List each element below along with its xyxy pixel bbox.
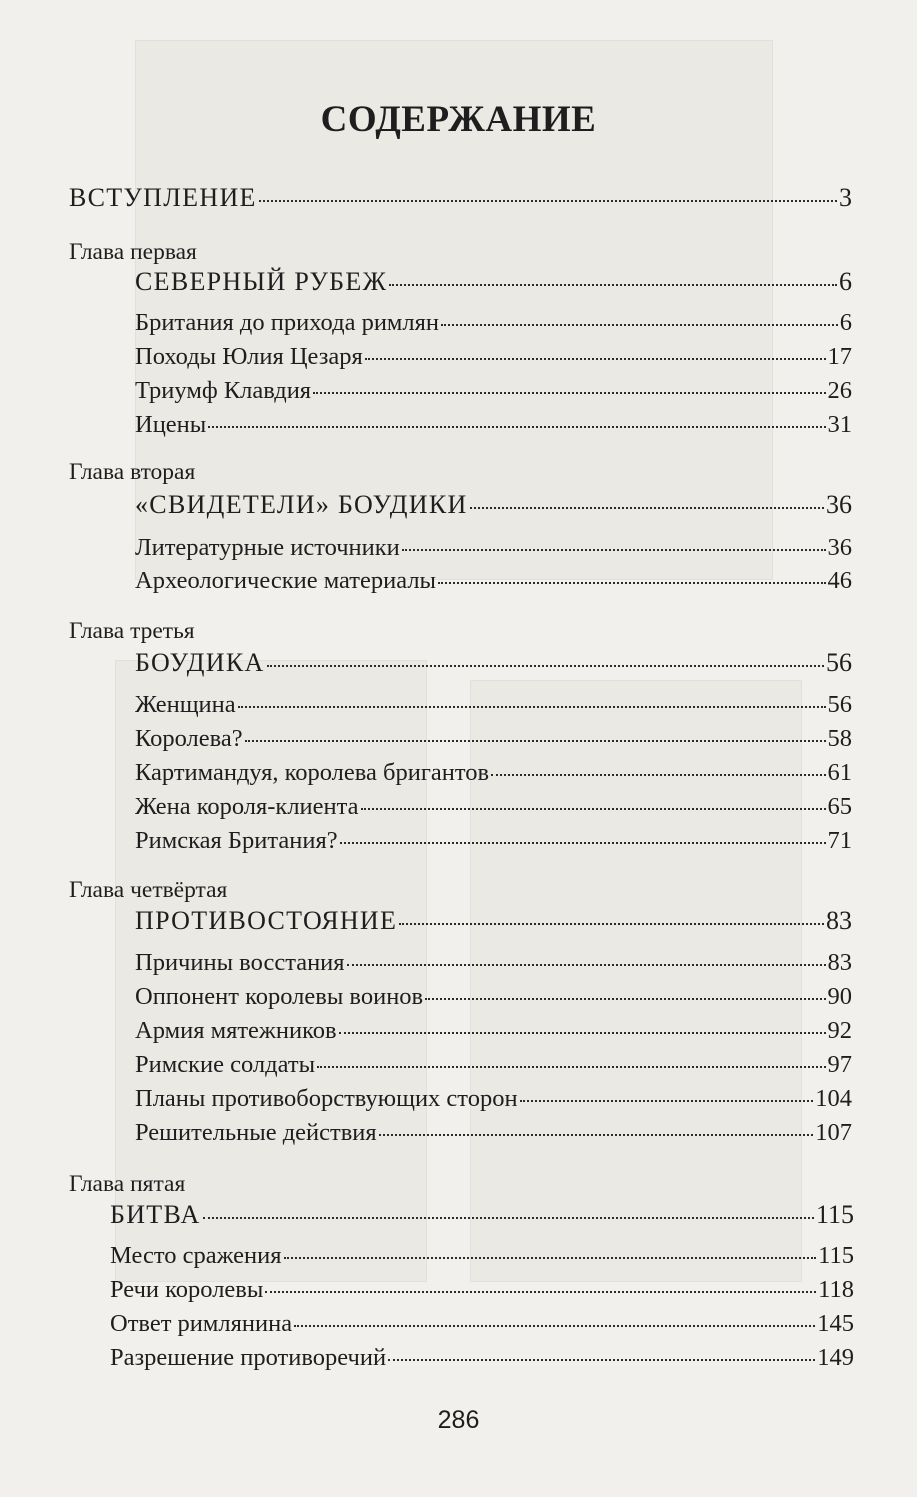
toc-entry-section[interactable] [135, 982, 852, 1012]
toc-entry-label: Речи королевы [110, 1276, 264, 1303]
dot-leader [317, 1066, 825, 1068]
toc-entry-page: 149 [817, 1344, 854, 1371]
toc-entry-label: «СВИДЕТЕЛИ» БОУДИКИ [135, 490, 468, 519]
dot-leader [339, 1032, 826, 1034]
toc-entry-section[interactable] [135, 376, 852, 406]
chapter-heading: Глава третья [69, 618, 195, 644]
toc-entry-label: БОУДИКА [135, 648, 265, 677]
toc-entry-chapter-title[interactable] [135, 490, 852, 520]
toc-entry-page: 115 [818, 1242, 854, 1269]
page-number: 286 [437, 1406, 480, 1434]
dot-leader [379, 1134, 814, 1136]
toc-entry-page: 56 [827, 691, 852, 718]
toc-entry-section[interactable] [135, 948, 852, 978]
dot-leader [313, 392, 825, 394]
dot-leader [365, 358, 826, 360]
toc-entry-label: Женщина [135, 691, 236, 718]
toc-entry-section[interactable] [135, 410, 852, 440]
toc-entry-chapter-title[interactable] [110, 1200, 854, 1230]
toc-entry-section[interactable] [135, 690, 852, 720]
toc-entry-page: 65 [827, 793, 852, 820]
toc-entry-section[interactable] [135, 1118, 852, 1148]
toc-entry-label: Королева? [135, 725, 243, 752]
toc-entry-page: 6 [839, 267, 852, 296]
dot-leader [361, 808, 826, 810]
toc-entry-label: Британия до прихода римлян [135, 309, 440, 336]
dot-leader [491, 774, 825, 776]
toc-entry-chapter-title[interactable] [135, 648, 852, 678]
toc-entry-page: 83 [826, 906, 852, 935]
toc-entry-page: 118 [818, 1276, 854, 1303]
toc-entry-page: 90 [827, 983, 852, 1010]
toc-entry-page: 36 [827, 534, 852, 561]
dot-leader [265, 1291, 816, 1293]
toc-entry-page: 71 [827, 827, 852, 854]
dot-leader [238, 706, 826, 708]
dot-leader [208, 426, 825, 428]
dot-leader [470, 507, 824, 509]
dot-leader [389, 284, 837, 286]
dot-leader [294, 1325, 815, 1327]
toc-entry-page: 61 [827, 759, 852, 786]
toc-entry-page: 58 [827, 725, 852, 752]
dot-leader [425, 998, 825, 1000]
toc-entry-section[interactable] [135, 758, 852, 788]
toc-entry-section[interactable] [135, 1050, 852, 1080]
dot-leader [520, 1100, 814, 1102]
toc-entry-label: Триумф Клавдия [135, 377, 312, 404]
toc-entry-label: Археологические материалы [135, 567, 437, 594]
toc-entry-chapter-title[interactable] [135, 906, 852, 936]
toc-entry-page: 145 [817, 1310, 854, 1337]
toc-entry-label: ПРОТИВОСТОЯНИЕ [135, 906, 398, 935]
dot-leader [245, 740, 826, 742]
toc-entry-page: 107 [815, 1119, 852, 1146]
toc-entry-label: Ответ римлянина [110, 1310, 293, 1337]
chapter-heading: Глава пятая [69, 1171, 186, 1197]
chapter-heading: Глава четвёртая [69, 877, 228, 903]
toc-entry-label: Походы Юлия Цезаря [135, 343, 363, 370]
toc-entry-section[interactable] [110, 1275, 854, 1305]
toc-entry-intro[interactable] [69, 183, 852, 213]
toc-entry-section[interactable] [135, 826, 852, 856]
toc-entry-page: 6 [839, 309, 852, 336]
toc-entry-page: 31 [827, 411, 852, 438]
toc-entry-label: Римские солдаты [135, 1051, 316, 1078]
toc-entry-label: Планы противоборствующих сторон [135, 1085, 518, 1112]
toc-entry-section[interactable] [135, 533, 852, 563]
toc-entry-section[interactable] [110, 1343, 854, 1373]
toc-entry-label: Оппонент королевы воинов [135, 983, 424, 1010]
toc-entry-page: 104 [815, 1085, 852, 1112]
toc-entry-label: БИТВА [110, 1200, 201, 1229]
dot-leader [441, 324, 838, 326]
toc-entry-label: ВСТУПЛЕНИЕ [69, 183, 257, 212]
dot-leader [267, 665, 824, 667]
toc-entry-label: Причины восстания [135, 949, 345, 976]
toc-entry-section[interactable] [110, 1309, 854, 1339]
toc-entry-page: 26 [827, 377, 852, 404]
toc-entry-label: Решительные действия [135, 1119, 377, 1146]
dot-leader [284, 1257, 817, 1259]
toc-entry-page: 83 [827, 949, 852, 976]
toc-entry-label: Римская Британия? [135, 827, 338, 854]
toc-entry-page: 46 [827, 567, 852, 594]
toc-entry-page: 17 [827, 343, 852, 370]
toc-entry-label: Разрешение противоречий [110, 1344, 387, 1371]
toc-entry-label: Место сражения [110, 1242, 282, 1269]
toc-entry-label: Жена короля-клиента [135, 793, 359, 820]
toc-entry-label: Картимандуя, королева бригантов [135, 759, 490, 786]
toc-entry-page: 36 [826, 490, 852, 519]
chapter-heading: Глава вторая [69, 459, 196, 485]
toc-entry-section[interactable] [135, 724, 852, 754]
toc-entry-label: Литературные источники [135, 534, 400, 561]
dot-leader [347, 964, 826, 966]
toc-entry-page: 3 [839, 183, 852, 212]
page-title: СОДЕРЖАНИЕ [320, 99, 597, 140]
toc-entry-page: 92 [827, 1017, 852, 1044]
dot-leader [402, 549, 826, 551]
toc-entry-section[interactable] [135, 342, 852, 372]
toc-entry-page: 115 [815, 1200, 854, 1229]
dot-leader [399, 923, 824, 925]
toc-entry-section[interactable] [135, 1016, 852, 1046]
toc-entry-section[interactable] [135, 308, 852, 338]
toc-entry-page: 56 [826, 648, 852, 677]
toc-entry-page: 97 [827, 1051, 852, 1078]
toc-entry-section[interactable] [135, 1084, 852, 1114]
toc-entry-label: Ицены [135, 411, 207, 438]
toc-entry-label: Армия мятежников [135, 1017, 337, 1044]
dot-leader [438, 582, 825, 584]
dot-leader [388, 1359, 815, 1361]
dot-leader [203, 1217, 814, 1219]
dot-leader [340, 842, 826, 844]
toc-entry-section[interactable] [135, 792, 852, 822]
dot-leader [259, 200, 837, 202]
toc-entry-label: СЕВЕРНЫЙ РУБЕЖ [135, 267, 388, 296]
toc-entry-section[interactable] [135, 566, 852, 596]
toc-entry-section[interactable] [110, 1241, 854, 1271]
toc-entry-chapter-title[interactable] [135, 267, 852, 297]
chapter-heading: Глава первая [69, 239, 197, 265]
